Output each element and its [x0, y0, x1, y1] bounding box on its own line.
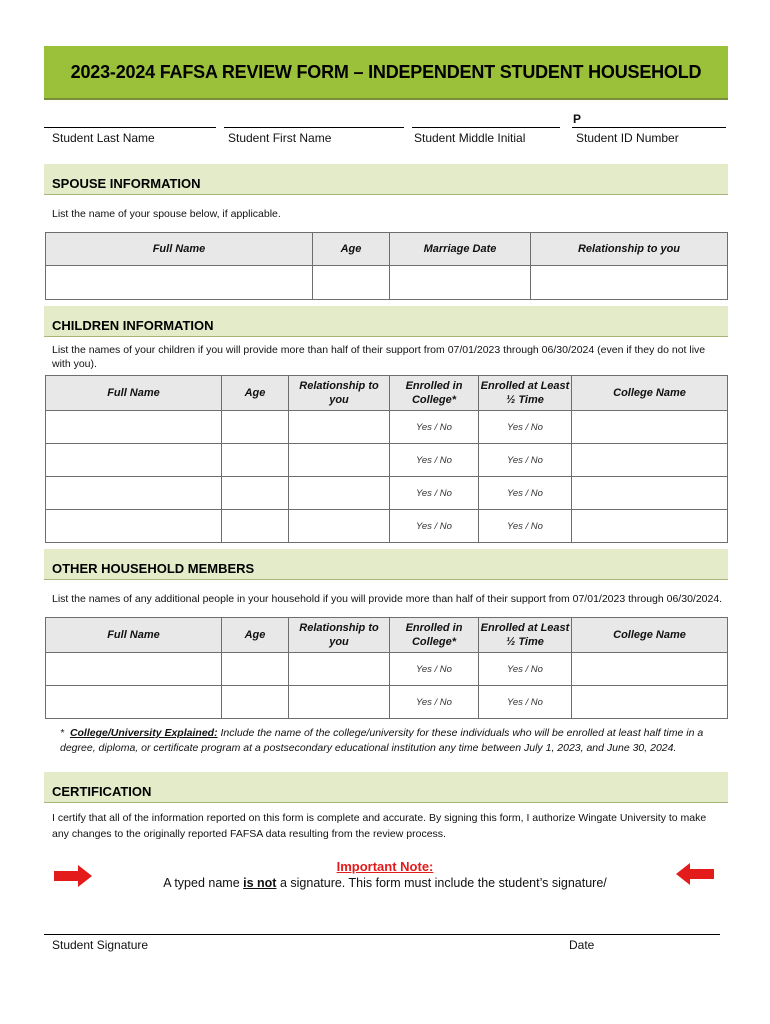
member-half-time-choice[interactable]: Yes / No — [479, 686, 572, 719]
footnote-star: * — [60, 727, 65, 739]
other-col-relationship: Relationship to you — [289, 618, 390, 653]
children-col-age: Age — [222, 376, 289, 411]
member-relationship-cell[interactable] — [289, 653, 390, 686]
member-full-name-cell[interactable] — [46, 686, 222, 719]
child-age-cell[interactable] — [222, 510, 289, 543]
child-age-cell[interactable] — [222, 444, 289, 477]
child-half-time-choice[interactable]: Yes / No — [479, 444, 572, 477]
other-col-enrolled-half-time: Enrolled at Least ½ Time — [479, 618, 572, 653]
child-college-name-cell[interactable] — [572, 444, 728, 477]
child-college-name-cell[interactable] — [572, 510, 728, 543]
other-instruction: List the names of any additional people in your household if you will provide more than half of their support from 07/01/2023 through 06/30/2024. — [52, 593, 723, 605]
table-row — [46, 653, 728, 686]
other-col-enrolled-college: Enrolled in College* — [390, 618, 479, 653]
student-middle-initial-label: Student Middle Initial — [414, 131, 526, 145]
spouse-marriage-date-cell[interactable] — [390, 266, 531, 300]
spouse-section-header — [44, 164, 728, 195]
child-enrolled-college-choice[interactable]: Yes / No — [390, 444, 479, 477]
student-first-name-label: Student First Name — [228, 131, 332, 145]
table-row — [46, 510, 728, 543]
table-row — [46, 266, 728, 300]
table-row — [46, 411, 728, 444]
child-enrolled-college-choice[interactable]: Yes / No — [390, 411, 479, 444]
child-full-name-cell[interactable] — [46, 477, 222, 510]
important-note: Important Note: — [336, 859, 434, 874]
children-table — [45, 375, 728, 543]
spouse-age-cell[interactable] — [313, 266, 390, 300]
member-college-name-cell[interactable] — [572, 653, 728, 686]
student-id-prefix: P — [573, 112, 582, 126]
spouse-table — [45, 232, 728, 300]
other-col-full-name: Full Name — [46, 618, 222, 653]
child-half-time-choice[interactable]: Yes / No — [479, 477, 572, 510]
member-relationship-cell[interactable] — [289, 686, 390, 719]
member-enrolled-college-choice[interactable]: Yes / No — [390, 653, 479, 686]
child-relationship-cell[interactable] — [289, 510, 390, 543]
form-title: 2023-2024 FAFSA REVIEW FORM – INDEPENDENT STUDENT HOUSEHOLD — [70, 61, 702, 82]
child-age-cell[interactable] — [222, 411, 289, 444]
children-col-college-name: College Name — [572, 376, 728, 411]
member-enrolled-college-choice[interactable]: Yes / No — [390, 686, 479, 719]
child-enrolled-college-choice[interactable]: Yes / No — [390, 510, 479, 543]
child-relationship-cell[interactable] — [289, 411, 390, 444]
student-signature-label: Student Signature — [52, 938, 149, 952]
form-title-bar — [44, 46, 728, 100]
other-section-header — [44, 549, 728, 580]
child-enrolled-college-choice[interactable]: Yes / No — [390, 477, 479, 510]
student-id-label: Student ID Number — [576, 131, 679, 145]
child-half-time-choice[interactable]: Yes / No — [479, 510, 572, 543]
signature-line[interactable] — [44, 934, 720, 935]
certification-section-header — [44, 772, 728, 803]
spouse-full-name-cell[interactable] — [46, 266, 313, 300]
footnote-label: College/University Explained: — [69, 727, 218, 739]
footnote-text: Include the name of the college/university for these individuals who will be enrolled at least half time in a degree, diploma, or certificate program at a postsecondary educational institution any time between July 1, 2023, and June 30, 2024. — [60, 727, 704, 754]
first-name-line[interactable] — [224, 127, 404, 128]
table-row — [46, 477, 728, 510]
child-full-name-cell[interactable] — [46, 411, 222, 444]
last-name-line[interactable] — [44, 127, 216, 128]
middle-initial-line[interactable] — [412, 127, 560, 128]
spouse-col-full-name: Full Name — [46, 233, 313, 266]
spouse-col-relationship: Relationship to you — [531, 233, 728, 266]
student-last-name-label: Student Last Name — [52, 131, 155, 145]
spouse-col-marriage-date: Marriage Date — [390, 233, 531, 266]
child-college-name-cell[interactable] — [572, 411, 728, 444]
other-col-age: Age — [222, 618, 289, 653]
spouse-relationship-cell[interactable] — [531, 266, 728, 300]
spouse-col-age: Age — [313, 233, 390, 266]
member-college-name-cell[interactable] — [572, 686, 728, 719]
child-relationship-cell[interactable] — [289, 477, 390, 510]
typed-name-after: a signature. This form must include the student’s signature/ — [276, 876, 607, 890]
children-heading: CHILDREN INFORMATION — [52, 318, 214, 333]
children-col-relationship: Relationship to you — [289, 376, 390, 411]
children-instruction: List the names of your children if you will provide more than half of their support from 07/01/2023 through 06/30/2024 (even if they do not live with you). — [52, 344, 706, 370]
member-age-cell[interactable] — [222, 686, 289, 719]
spouse-instruction: List the name of your spouse below, if applicable. — [52, 208, 281, 220]
typed-name-notice — [0, 876, 770, 890]
member-full-name-cell[interactable] — [46, 653, 222, 686]
child-age-cell[interactable] — [222, 477, 289, 510]
children-col-full-name: Full Name — [46, 376, 222, 411]
spouse-heading: SPOUSE INFORMATION — [52, 176, 201, 191]
typed-name-bold: is not — [243, 876, 277, 890]
other-table — [45, 617, 728, 719]
typed-name-before: A typed name — [163, 876, 244, 890]
children-col-enrolled-half-time: Enrolled at Least ½ Time — [479, 376, 572, 411]
other-col-college-name: College Name — [572, 618, 728, 653]
child-full-name-cell[interactable] — [46, 444, 222, 477]
other-heading: OTHER HOUSEHOLD MEMBERS — [52, 561, 255, 576]
table-row — [46, 686, 728, 719]
child-full-name-cell[interactable] — [46, 510, 222, 543]
member-half-time-choice[interactable]: Yes / No — [479, 653, 572, 686]
certification-heading: CERTIFICATION — [52, 784, 152, 799]
member-age-cell[interactable] — [222, 653, 289, 686]
student-id-line[interactable] — [572, 127, 726, 128]
certification-text: I certify that all of the information reported on this form is complete and accurate. By signing this form, I authorize Wingate University to make any changes to the originally reported FAFSA data resulting from the review process. — [52, 812, 707, 840]
child-half-time-choice[interactable]: Yes / No — [479, 411, 572, 444]
college-footnote — [60, 726, 720, 756]
child-relationship-cell[interactable] — [289, 444, 390, 477]
date-label: Date — [569, 938, 595, 952]
children-col-enrolled-college: Enrolled in College* — [390, 376, 479, 411]
children-section-header — [44, 306, 728, 337]
child-college-name-cell[interactable] — [572, 477, 728, 510]
table-row — [46, 444, 728, 477]
